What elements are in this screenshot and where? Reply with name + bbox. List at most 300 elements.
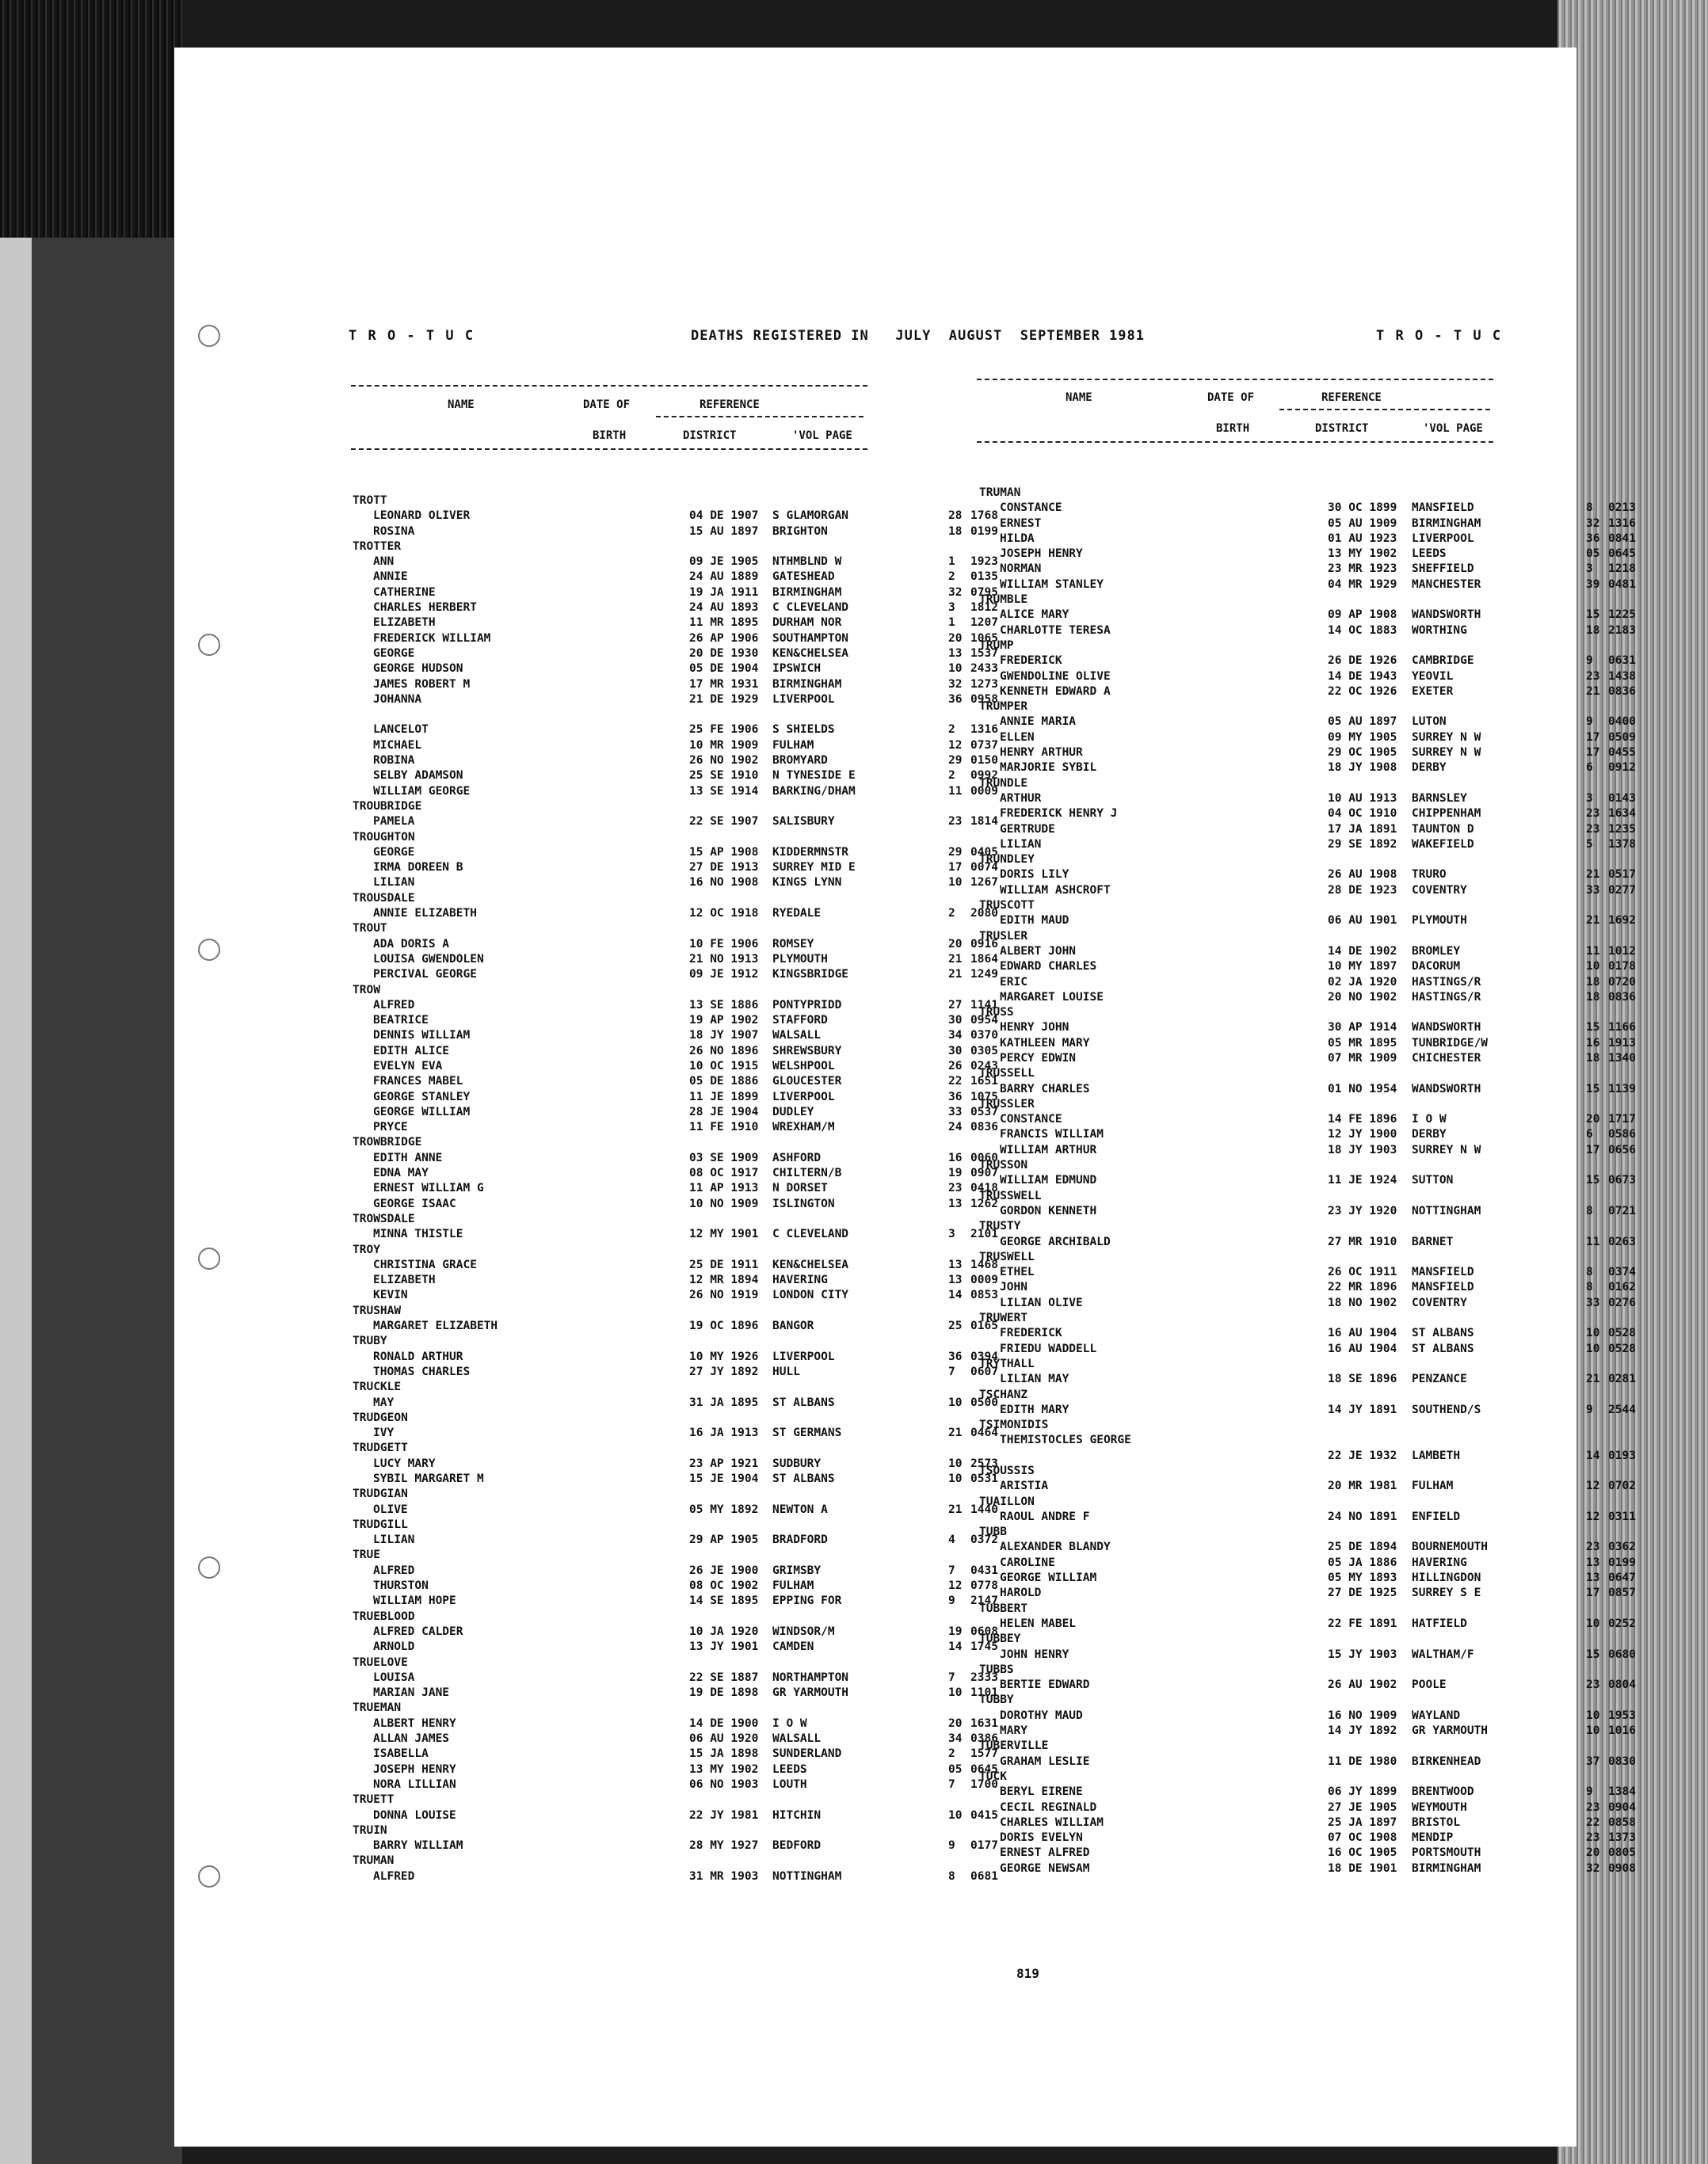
death-entry [979,1036,1636,1052]
date-of-birth: 28 MY 1927 [689,1839,759,1853]
district: GRIMSBY [772,1564,822,1577]
page-ref: 1700 [970,1777,998,1791]
page-ref: 0830 [1608,1754,1636,1768]
page-ref: 0607 [970,1365,998,1378]
date-of-birth: 06 AU 1901 [1328,914,1397,928]
district: LIVERPOOL [772,1090,835,1103]
surname-heading [979,1602,1502,1617]
death-entry [979,837,1636,853]
district: BROMYARD [772,754,828,768]
page-ref: 0386 [970,1732,998,1746]
death-entry [979,1082,1636,1098]
death-entry [979,531,1636,547]
page-ref: 0586 [1608,1128,1636,1141]
date-of-birth: 18 JY 1903 [1328,1143,1397,1156]
surname-heading [353,1244,875,1259]
district: WAYLAND [1412,1709,1461,1722]
date-of-birth: 05 MY 1893 [1328,1572,1397,1585]
volume: 13 [1586,1556,1600,1569]
death-entry [353,723,998,738]
page-ref: 1373 [1608,1831,1636,1845]
given-names: MARJORIE SYBIL [1000,761,1097,775]
death-entry [979,1724,1636,1739]
page-ref: 0528 [1608,1342,1636,1355]
surname: TRUSSELL [979,1067,1035,1080]
volume: 29 [948,754,963,768]
col-date-of: DATE OF [1207,391,1255,404]
page-ref: 1438 [1608,669,1636,683]
date-of-birth: 08 OC 1902 [689,1579,759,1593]
date-of-birth: 24 AU 1893 [689,601,759,615]
volume: 10 [1586,1617,1600,1630]
death-entry [979,669,1636,685]
volume: 15 [1586,1082,1600,1095]
district: YEOVIL [1412,669,1454,683]
surname-heading [353,1136,875,1151]
volume: 4 [948,1533,955,1547]
district: MANCHESTER [1412,577,1481,591]
date-of-birth: 14 FE 1896 [1328,1113,1397,1126]
given-names: JOHN [1000,1281,1027,1294]
given-names: DENNIS WILLIAM [373,1029,471,1042]
death-entry [353,738,998,754]
date-of-birth: 26 OC 1911 [1328,1266,1397,1279]
volume: 9 [1586,1785,1593,1799]
death-entry [353,1762,998,1778]
punch-hole [198,1865,220,1888]
page-ref: 1139 [1608,1082,1636,1095]
death-entry [353,1090,998,1106]
death-entry [353,1564,998,1579]
given-names: ERNEST ALFRED [1000,1846,1090,1860]
page-ref: 0645 [1608,547,1636,561]
given-names: ALFRED [373,998,415,1012]
volume: 20 [1586,1113,1600,1126]
district: WINDSOR/M [772,1625,835,1638]
page-ref: 0370 [970,1029,998,1042]
death-entry [979,822,1636,838]
page-ref: 1225 [1608,608,1636,622]
page-ref: 0009 [970,784,998,798]
death-entry [979,1174,1636,1189]
district: BARKING/DHAM [772,784,856,798]
district: PENZANCE [1412,1373,1467,1386]
given-names: LUCY MARY [373,1457,436,1470]
date-of-birth: 15 JE 1904 [689,1473,759,1485]
surname: TRUMPER [979,700,1028,714]
surname: TROTT [353,494,387,507]
death-entry [979,516,1636,532]
district: SUNDERLAND [772,1747,842,1761]
district: HITCHIN [772,1808,822,1822]
given-names: EDITH ALICE [373,1044,450,1057]
given-names: WILLIAM ASHCROFT [1000,883,1111,897]
surname-heading [979,1739,1502,1754]
date-of-birth: 12 MR 1894 [689,1274,759,1287]
district: KEN&CHELSEA [772,1258,849,1271]
page-ref: 0954 [970,1014,998,1027]
volume: 23 [1586,1678,1600,1692]
district: ST ALBANS [1412,1342,1474,1355]
volume: 18 [948,524,963,538]
date-of-birth: 31 JA 1895 [689,1396,759,1409]
col-reference: REFERENCE [700,398,760,411]
col-birth: BIRTH [593,429,627,442]
district: BARNSLEY [1412,791,1467,805]
death-entry [979,1051,1636,1067]
death-entry [979,1572,1636,1587]
district: HILLINGDON [1412,1572,1481,1585]
volume: 33 [1586,883,1600,897]
given-names: ARNOLD [373,1640,415,1654]
volume: 6 [1586,1128,1593,1141]
page-ref: 0150 [970,754,998,768]
volume: 10 [948,1686,963,1700]
given-names: GEORGE HUDSON [373,662,463,676]
page-ref: 0857 [1608,1587,1636,1600]
date-of-birth: 11 AP 1913 [689,1182,759,1195]
death-entry [353,1396,998,1412]
date-of-birth: 29 SE 1892 [1328,837,1397,851]
given-names: OLIVE [373,1503,408,1516]
page-ref: 0415 [970,1808,998,1822]
district: COVENTRY [1412,883,1467,897]
page-ref: 1468 [970,1258,998,1271]
district: LIVERPOOL [1412,531,1474,545]
death-entry [979,623,1636,639]
surname-heading [979,1067,1502,1082]
volume: 1 [948,616,955,630]
death-entry [353,1289,998,1304]
date-of-birth: 26 DE 1926 [1328,654,1397,668]
district: GR YARMOUTH [1412,1724,1489,1738]
date-of-birth: 13 MY 1902 [689,1762,759,1776]
page-ref: 1016 [1608,1724,1636,1738]
given-names: GEORGE STANLEY [373,1090,471,1103]
district: NOTTINGHAM [772,1869,842,1883]
page-ref: 1384 [1608,1785,1636,1799]
page-ref: 0374 [1608,1266,1636,1279]
surname-heading [353,1412,875,1427]
district: WORTHING [1412,623,1467,637]
page-ref: 0276 [1608,1296,1636,1309]
volume: 10 [948,876,963,890]
surname: TUBBERT [979,1602,1028,1615]
volume: 23 [1586,1541,1600,1554]
death-entry [979,547,1636,562]
volume: 14 [948,1289,963,1302]
given-names: JOSEPH HENRY [1000,547,1083,561]
given-names: EDITH ANNE [373,1151,443,1164]
volume: 2 [948,907,955,920]
death-entry [979,1327,1636,1342]
date-of-birth: 17 MR 1931 [689,677,759,691]
district: HAVERING [1412,1556,1467,1569]
surname: TRUDGEON [353,1411,408,1424]
death-entry [979,914,1636,929]
district: WREXHAM/M [772,1121,835,1134]
given-names: ELIZABETH [373,616,436,630]
given-names: ERIC [1000,975,1027,989]
page-ref: 0805 [1608,1846,1636,1860]
page-ref: 1634 [1608,807,1636,821]
given-names: THOMAS CHARLES [373,1365,471,1378]
death-entry [979,1785,1636,1800]
given-names: PRYCE [373,1121,408,1134]
district: MENDIP [1412,1831,1454,1845]
volume: 21 [948,1427,963,1440]
header-range-right: T R O - T U C [1376,328,1503,344]
date-of-birth: 10 MR 1909 [689,738,759,752]
given-names: GORDON KENNETH [1000,1204,1097,1217]
volume: 17 [1586,746,1600,760]
page-ref: 0199 [1608,1556,1636,1569]
district: TUNBRIDGE/W [1412,1036,1489,1050]
date-of-birth: 27 JY 1892 [689,1365,759,1378]
death-entry [979,1143,1636,1159]
page-ref: 0537 [970,1105,998,1118]
district: S GLAMORGAN [772,509,849,523]
district: NEWTON A [772,1503,828,1516]
surname-heading [353,1213,875,1228]
volume: 23 [1586,1831,1600,1845]
given-names: BEATRICE [373,1014,429,1027]
given-names: GEORGE WILLIAM [373,1105,471,1118]
district: SURREY N W [1412,746,1481,760]
date-of-birth: 20 MR 1981 [1328,1480,1397,1493]
volume: 20 [1586,1846,1600,1860]
death-entry [979,1113,1636,1128]
death-entry [979,501,1636,516]
given-names: LEONARD OLIVER [373,509,471,523]
date-of-birth: 15 AU 1897 [689,524,759,538]
date-of-birth: 22 SE 1887 [689,1671,759,1684]
district: CAMDEN [772,1640,814,1654]
death-entry [353,601,998,616]
volume: 05 [948,1762,963,1776]
page-ref: 1012 [1608,944,1636,958]
volume: 10 [948,1396,963,1409]
death-entry [979,1266,1636,1281]
volume: 15 [1586,608,1600,622]
death-entry [353,952,998,968]
volume: 8 [1586,501,1593,515]
header-range-left: T R O - T U C [349,328,475,344]
death-entry [353,1671,998,1686]
surname: TRUCKLE [353,1381,402,1394]
date-of-birth: 22 JY 1981 [689,1808,759,1822]
page-ref: 0804 [1608,1678,1636,1692]
date-of-birth: 29 AP 1905 [689,1533,759,1547]
district: WALSALL [772,1732,822,1746]
volume: 2 [948,1747,955,1761]
death-entry [353,1029,998,1044]
given-names: CHRISTINA GRACE [373,1258,477,1271]
volume: 12 [1586,1480,1600,1493]
surname-heading [353,494,875,509]
given-names: DONNA LOUISE [373,1808,456,1822]
page-ref: 0702 [1608,1480,1636,1493]
given-names: PERCIVAL GEORGE [373,968,477,981]
volume: 19 [948,1625,963,1638]
given-names: EVELYN EVA [373,1059,443,1072]
death-entry [353,815,998,830]
page-ref: 0193 [1608,1449,1636,1462]
volume: 17 [1586,730,1600,744]
page-ref: 0853 [970,1289,998,1302]
district: LIVERPOOL [772,692,835,706]
surname: TRUDGIAN [353,1488,408,1501]
death-entry [353,1075,998,1090]
date-of-birth: 18 JY 1908 [1328,761,1397,775]
date-of-birth: 05 AU 1909 [1328,516,1397,530]
district: N DORSET [772,1182,828,1195]
district: IPSWICH [772,662,822,676]
death-entry [353,1350,998,1366]
volume: 13 [948,646,963,660]
death-entry [979,1449,1636,1465]
given-names: WILLIAM ARTHUR [1000,1143,1097,1156]
surname-heading [979,1465,1502,1480]
volume: 30 [948,1014,963,1027]
district: SALISBURY [772,815,835,829]
volume: 10 [1586,1709,1600,1722]
death-entry [979,1861,1636,1877]
district: WANDSWORTH [1412,1021,1481,1034]
death-entry [979,1128,1636,1143]
district: PLYMOUTH [772,952,828,966]
death-entry [353,677,998,693]
given-names: ISABELLA [373,1747,429,1761]
given-names: CHARLES HERBERT [373,601,477,615]
district: ST ALBANS [772,1396,835,1409]
volume: 13 [1586,1572,1600,1585]
volume: 20 [948,937,963,951]
district: SHEFFIELD [1412,562,1474,576]
page-ref: 0992 [970,769,998,783]
death-entry [353,1686,998,1701]
volume: 3 [1586,562,1593,576]
volume: 6 [1586,761,1593,775]
page-ref: 0958 [970,692,998,706]
surname-heading [353,1518,875,1533]
death-entry [979,960,1636,975]
page-ref: 0178 [1608,960,1636,973]
punch-hole [198,939,220,961]
page-ref: 2433 [970,662,998,676]
date-of-birth: 19 DE 1898 [689,1686,759,1700]
district: BEDFORD [772,1839,822,1853]
district: BRADFORD [772,1533,828,1547]
page-ref: 0841 [1608,531,1636,545]
given-names: JOHANNA [373,692,422,706]
death-entry [979,746,1636,761]
date-of-birth: 06 AU 1920 [689,1732,759,1746]
death-entry [353,1777,998,1793]
volume: 37 [1586,1754,1600,1768]
given-names: HENRY JOHN [1000,1021,1069,1034]
page-ref: 0213 [1608,501,1636,515]
district: KINGS LYNN [772,876,842,890]
district: HASTINGS/R [1412,990,1481,1004]
district: WEYMOUTH [1412,1800,1467,1814]
page-ref: 1273 [970,677,998,691]
district: ST ALBANS [772,1473,835,1485]
volume: 21 [1586,868,1600,882]
page-ref: 0645 [970,1762,998,1776]
volume: 33 [948,1105,963,1118]
given-names: BERTIE EDWARD [1000,1678,1090,1692]
surname-heading [353,1656,875,1671]
given-names: HAROLD [1000,1587,1042,1600]
district: STAFFORD [772,1014,828,1027]
volume: 36 [948,692,963,706]
death-entry [353,1182,998,1197]
death-entry [353,1640,998,1655]
given-names: GERTRUDE [1000,822,1055,836]
date-of-birth: 26 AU 1902 [1328,1678,1397,1692]
death-entry [353,1320,998,1335]
given-names: GEORGE NEWSAM [1000,1861,1090,1875]
volume: 12 [948,738,963,752]
death-entry [979,1846,1636,1861]
district: KINGSBRIDGE [772,968,849,981]
given-names: GEORGE ARCHIBALD [1000,1235,1111,1248]
date-of-birth: 18 DE 1901 [1328,1861,1397,1875]
surname: TROUBRIDGE [353,799,422,813]
district: NORTHAMPTON [772,1671,849,1684]
district: ROMSEY [772,937,814,951]
given-names: HENRY ARTHUR [1000,746,1083,760]
volume: 10 [1586,1342,1600,1355]
date-of-birth: 10 JA 1920 [689,1625,759,1638]
volume: 7 [948,1564,955,1577]
surname-heading [979,777,1502,792]
col-district: DISTRICT [683,429,737,442]
date-of-birth: 05 AU 1897 [1328,715,1397,729]
page-ref: 1768 [970,509,998,523]
district: ST ALBANS [1412,1327,1474,1340]
given-names: ALBERT HENRY [373,1716,456,1730]
volume: 39 [1586,577,1600,591]
volume: 18 [1586,990,1600,1004]
volume: 10 [948,1808,963,1822]
volume: 23 [1586,822,1600,836]
district: SURREY MID E [772,861,856,874]
page-ref: 0277 [1608,883,1636,897]
district: MANSFIELD [1412,501,1474,515]
district: WANDSWORTH [1412,608,1481,622]
page-ref: 0143 [1608,791,1636,805]
volume: 9 [1586,715,1593,729]
death-entry [353,708,875,723]
date-of-birth: 25 FE 1906 [689,723,759,737]
page-ref: 0680 [1608,1648,1636,1661]
death-entry [353,1839,998,1854]
date-of-birth: 27 JE 1905 [1328,1800,1397,1814]
district: C CLEVELAND [772,601,849,615]
surname: TSIMONIDIS [979,1419,1049,1432]
surname: TUCK [979,1770,1007,1783]
given-names: LILIAN [373,876,415,890]
given-names: WILLIAM STANLEY [1000,577,1104,591]
death-entry [353,662,998,677]
header-title: DEATHS REGISTERED IN JULY AUGUST SEPTEMBER 1981 [691,328,1145,344]
surname: TRUWERT [979,1312,1028,1325]
surname: TUAILLON [979,1495,1035,1508]
volume: 7 [948,1671,955,1684]
given-names: LILIAN OLIVE [1000,1296,1083,1309]
